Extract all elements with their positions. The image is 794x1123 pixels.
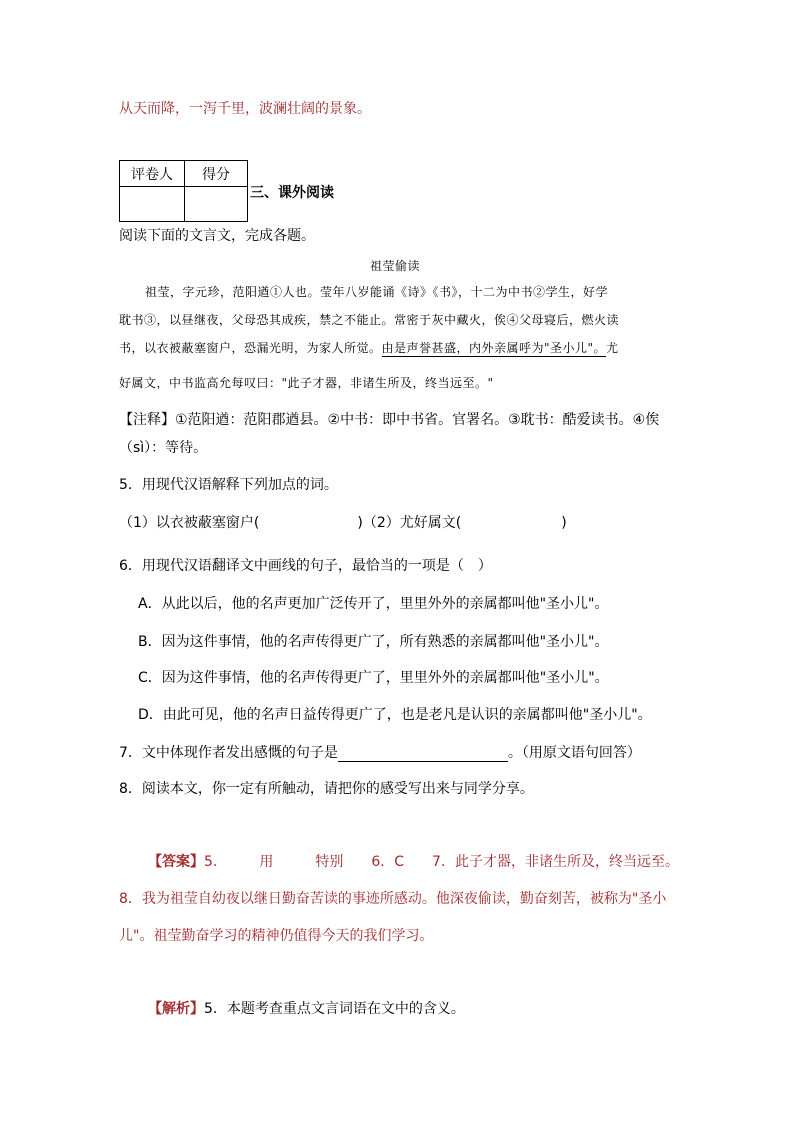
analysis-text: 5．本题考查重点文言词语在文中的含义。	[204, 1001, 465, 1017]
answer-line-1	[148, 851, 679, 871]
q7-suffix: 。（用原文语句回答）	[507, 745, 641, 761]
passage-line-2: 耽书③，以昼继夜，父母恐其成疾，禁之不能止。常密于灰中藏火，俟④父母寝后，燃火读	[119, 313, 620, 327]
passage-line-3	[119, 339, 619, 356]
passage-title: 祖莹偷读	[370, 259, 421, 273]
answer-line-2: 8．我为祖莹自幼夜以继日勤奋苦读的事迹所感动。他深夜偷读，勤奋刻苦，被称为"圣小	[119, 891, 667, 907]
q5-close-paren: )	[561, 515, 567, 531]
question-8: 8．阅读本文，你一定有所触动，请把你的感受写出来与同学分享。	[119, 781, 534, 797]
answer-text-1: 5. 用 特别 6．C 7．此子才器，非诸生所及，终当远至。	[204, 854, 679, 870]
grader-cell[interactable]	[120, 187, 185, 222]
question-6: 6．用现代汉语翻译文中画线的句子，最恰当的一项是（ ）	[119, 558, 492, 574]
passage-line-3-end: 尤	[606, 341, 619, 355]
q7-answer-blank[interactable]	[338, 747, 508, 762]
q6-option-a: A．从此以后，他的名声更加广泛传开了，里里外外的亲属都叫他"圣小儿"。	[138, 596, 609, 612]
analysis-label: 【解析】	[148, 1001, 204, 1017]
answer-label: 【答案】	[148, 854, 204, 870]
q5-part1-text: （1）以衣被蔽塞窗户(	[119, 515, 260, 531]
notes-line-1: 【注释】①范阳遒：范阳郡遒县。②中书：即中书省。官署名。③耽书：酷爱读书。④俟	[119, 412, 660, 428]
question-5: 5．用现代汉语解释下列加点的词。	[119, 477, 338, 493]
q6-option-d: D．由此可见，他的名声日益传得更广了，也是老凡是认识的亲属都叫他"圣小儿"。	[138, 707, 652, 723]
q7-text: 7．文中体现作者发出感慨的句子是	[119, 745, 338, 761]
q5-part2-text: )（2）尤好属文(	[357, 515, 462, 531]
section-title: 三、课外阅读	[250, 185, 334, 201]
question-7	[119, 742, 641, 762]
answer-continuation-line: 从天而降，一泻千里，波澜壮阔的景象。	[119, 101, 371, 117]
question-5-parts	[119, 512, 567, 532]
passage-line-1: 祖莹，字元珍，范阳遒①人也。莹年八岁能诵《诗》《书》，十二为中书②学生，好学	[145, 285, 609, 299]
q6-option-b: B．因为这件事情，他的名声传得更广了，所有熟悉的亲属都叫他"圣小儿"。	[138, 634, 609, 650]
answer-line-3: 儿"。祖莹勤奋学习的精神仍值得今天的我们学习。	[119, 928, 434, 944]
notes-line-2: （sì）：等待。	[119, 440, 208, 456]
grader-header: 评卷人	[120, 161, 185, 187]
score-cell[interactable]	[185, 187, 248, 222]
analysis-line	[148, 998, 465, 1018]
passage-line-4: 好属文，中书监高允每叹曰："此子才器，非诸生所及，终当远至。"	[119, 376, 494, 390]
score-table	[119, 160, 248, 222]
instruction: 阅读下面的文言文，完成各题。	[119, 228, 315, 244]
underlined-sentence: 由是声誉甚盛，内外亲属呼为"圣小儿"。	[381, 341, 607, 355]
q6-option-c: C．因为这件事情，他的名声传得更广了，里里外外的亲属都叫他"圣小儿"。	[138, 670, 609, 686]
passage-line-3-start: 书，以衣被蔽塞窗户，恐漏光明，为家人所觉。	[119, 341, 382, 355]
score-header: 得分	[185, 161, 248, 187]
